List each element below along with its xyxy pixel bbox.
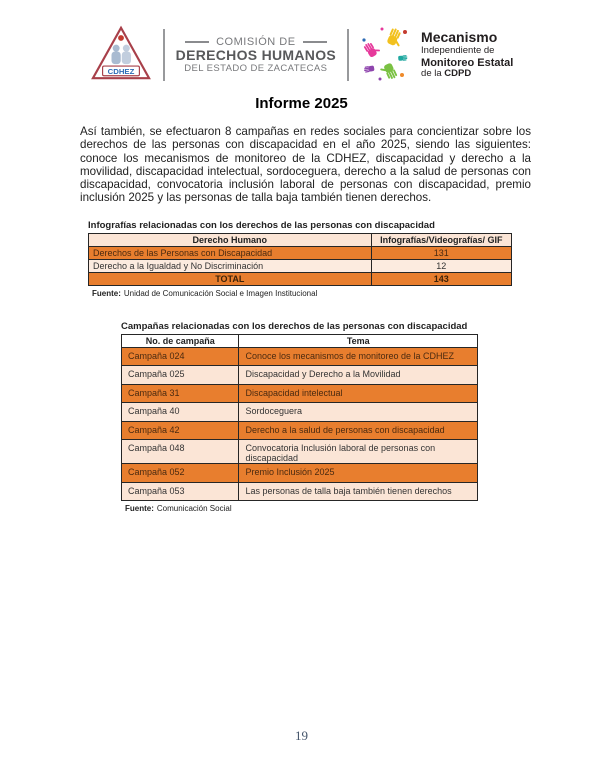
- tema-cell: Derecho a la salud de personas con discapacidad: [239, 421, 478, 440]
- cdhez-triangle-logo-icon: [90, 24, 152, 87]
- campana-cell: Campaña 053: [122, 482, 239, 501]
- campana-cell: Campaña 048: [122, 440, 239, 464]
- table-row: [89, 246, 512, 259]
- campana-cell: Campaña 024: [122, 347, 239, 366]
- fuente-label: Fuente:: [92, 288, 121, 298]
- derecho-humano-cell: Derecho a la Igualdad y No Discriminación: [89, 259, 372, 272]
- infografias-source-note: [92, 289, 512, 298]
- campana-cell: Campaña 40: [122, 403, 239, 422]
- mecanismo-line2: Independiente de: [421, 45, 495, 57]
- campanas-header-row: [122, 334, 478, 347]
- letterhead-divider-left: [163, 29, 165, 81]
- table-row: [122, 403, 478, 422]
- total-label-cell: TOTAL: [89, 272, 372, 285]
- fuente-text: Comunicación Social: [156, 504, 232, 514]
- fuente-text: Unidad de Comunicación Social e Imagen Institucional: [123, 288, 318, 298]
- mecanismo-wordmark: [421, 30, 513, 79]
- mecanismo-cdpd-label: CDPD: [444, 67, 472, 79]
- cdhez-org-line1: COMISIÓN DE: [176, 36, 336, 48]
- campanas-source-note: [125, 504, 478, 513]
- cdhez-org-line2: DERECHOS HUMANOS: [175, 47, 337, 63]
- tema-cell: Las personas de talla baja también tienen derechos: [239, 482, 478, 501]
- derecho-humano-cell: Derechos de las Personas con Discapacidad: [89, 246, 372, 259]
- infografias-table-title: Infografías relacionadas con los derechos de las personas con discapacidad: [88, 219, 435, 231]
- cantidad-cell: 12: [371, 259, 511, 272]
- cdhez-acronym: CDHEZ: [107, 66, 135, 76]
- colorful-hands-logo-icon: [360, 24, 410, 87]
- table-row: [89, 259, 512, 272]
- campana-cell: Campaña 31: [122, 384, 239, 403]
- letterhead: [0, 0, 603, 86]
- total-value-cell: 143: [371, 272, 511, 285]
- campanas-table-title: Campañas relacionadas con los derechos de las personas con discapacidad: [121, 320, 468, 332]
- table-row: [122, 440, 478, 464]
- tema-cell: Conoce los mecanismos de monitoreo de la CDHEZ: [239, 347, 478, 366]
- total-row: [89, 272, 512, 285]
- tema-cell: Convocatoria Inclusión laboral de personas con discapacidad: [239, 440, 478, 464]
- tema-cell: Sordoceguera: [239, 403, 478, 422]
- tema-cell: Premio Inclusión 2025: [239, 464, 478, 483]
- table-row: [122, 482, 478, 501]
- letterhead-divider-right: [347, 29, 349, 81]
- campanas-col2-header: Tema: [239, 334, 478, 347]
- table-row: [122, 384, 478, 403]
- campana-cell: Campaña 025: [122, 366, 239, 385]
- tema-cell: Discapacidad intelectual: [239, 384, 478, 403]
- infografias-col2-header: Infografías/Videografías/ GIF: [371, 233, 511, 246]
- infografias-section: [88, 220, 512, 298]
- campana-cell: Campaña 052: [122, 464, 239, 483]
- infografias-header-row: [89, 233, 512, 246]
- mecanismo-line1: Mecanismo: [421, 29, 498, 46]
- table-row: [122, 347, 478, 366]
- fuente-label: Fuente:: [125, 504, 154, 514]
- table-row: [122, 464, 478, 483]
- table-row: [122, 421, 478, 440]
- cdhez-wordmark: [176, 36, 336, 75]
- campana-cell: Campaña 42: [122, 421, 239, 440]
- table-row: [122, 366, 478, 385]
- cdhez-org-line3: DEL ESTADO DE ZACATECAS: [184, 62, 328, 74]
- campanas-col1-header: No. de campaña: [122, 334, 239, 347]
- infografias-table: [88, 233, 512, 286]
- page-title: Informe 2025: [255, 95, 348, 112]
- cantidad-cell: 131: [371, 246, 511, 259]
- infografias-col1-header: Derecho Humano: [89, 233, 372, 246]
- body-paragraph: Así también, se efectuaron 8 campañas en redes sociales para concientizar sobre los derechos de las personas con discapacidad en el año 2025, siendo las siguientes: conoce los mecanismos de monitoreo de la CDHEZ, discapacidad y derecho a la movilidad, discapacidad intelectual, sordoceguera, derecho a la salud de personas con discapacidad, convocatoria inclusión laboral de personas con discapacidad, premio inclusión 2025 y las personas de talla baja también tienen derechos.: [80, 125, 531, 205]
- campanas-section: [121, 321, 478, 514]
- page-number: 19: [295, 728, 308, 743]
- campanas-table: [121, 334, 478, 502]
- mecanismo-line3: Monitoreo Estatal: [421, 56, 514, 69]
- mecanismo-line4: de la CDPD: [421, 67, 472, 79]
- tema-cell: Discapacidad y Derecho a la Movilidad: [239, 366, 478, 385]
